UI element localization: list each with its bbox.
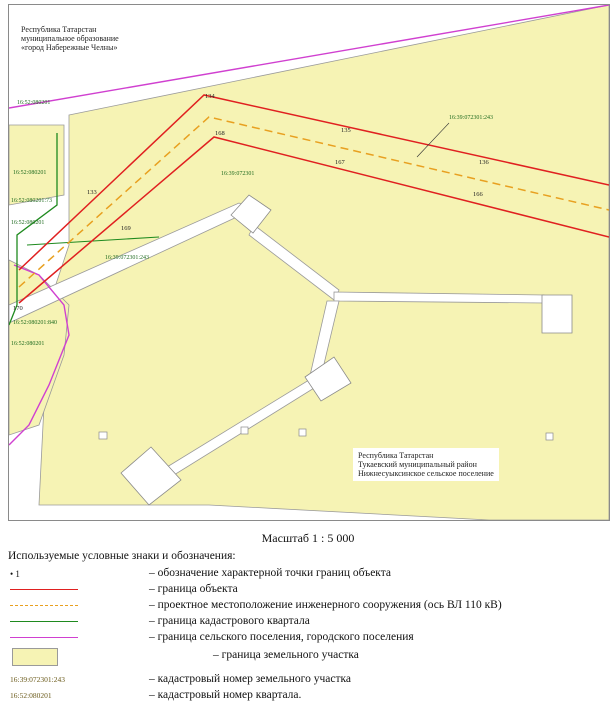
legend-text: – обозначение характерной точки границ объекта: [149, 567, 392, 579]
map-scale: Масштаб 1 : 5 000: [261, 531, 355, 545]
map-drawing: [9, 5, 609, 520]
point-label: 167: [335, 159, 345, 166]
legend-point-symbol: • 1: [10, 569, 20, 579]
point-label: 135: [341, 127, 351, 134]
region-right-line-3: Нижнесуыксинское сельское поселение: [358, 469, 494, 479]
legend-parcel-number-sample: 16:39:072301:243: [10, 675, 66, 684]
legend-orange-dashed-line: [10, 605, 78, 606]
legend-row-power-line: [8, 599, 608, 614]
region-right-line-1: Республика Татарстан: [358, 451, 434, 460]
legend-text: – граница сельского поселения, городского поселения: [149, 631, 414, 643]
cadastral-label: 16:52:080201:840: [13, 320, 58, 326]
cadastral-label: 16:52:080201: [13, 170, 47, 176]
legend-text: – граница объекта: [149, 583, 238, 595]
cadastral-label: 16:39:072301: [221, 171, 255, 177]
legend-quarter-number-sample: 16:52:080201: [10, 691, 52, 700]
region-label-right: [353, 448, 499, 481]
legend-row-parcel: [8, 648, 608, 668]
legend-text: – кадастровый номер земельного участка: [149, 673, 352, 685]
legend-magenta-line: [10, 637, 78, 638]
region-left-line-3: «город Набережные Челны»: [21, 43, 118, 53]
region-label-left: [21, 25, 119, 53]
point-label: 136: [479, 159, 489, 166]
parcel-west-upper: [9, 125, 64, 205]
region-left-line-2: муниципальное образование: [21, 34, 119, 44]
region-left-line-1: Республика Татарстан: [21, 25, 97, 34]
legend-text: – проектное местоположение инженерного сооружения (ось ВЛ 110 кВ): [149, 599, 502, 611]
cadastral-label: 16:52:080201: [17, 100, 51, 106]
small-building-2: [241, 427, 248, 434]
cadastral-label: 16:39:072301:243: [449, 115, 494, 121]
point-label: 134: [205, 93, 215, 100]
building-2: [542, 295, 572, 333]
cadastral-label: 16:52:080201: [11, 220, 45, 226]
small-building-4: [546, 433, 553, 440]
legend-text: – граница кадастрового квартала: [149, 615, 310, 627]
point-label: 169: [121, 225, 131, 232]
legend-text: – граница земельного участка: [213, 649, 359, 661]
legend-row-point: [8, 567, 608, 582]
point-label: 170: [13, 305, 23, 312]
cadastral-label: 16:52:080201: [11, 341, 45, 347]
legend-row-quarter-boundary: [8, 615, 608, 630]
legend-row-object-boundary: [8, 583, 608, 598]
cadastral-label: 16:52:080201:73: [11, 198, 53, 204]
legend-green-line: [10, 621, 78, 622]
legend-row-settlement-boundary: [8, 631, 608, 646]
legend-text: – кадастровый номер квартала.: [149, 689, 302, 701]
legend-parcel-swatch: [12, 648, 58, 666]
point-label: 166: [473, 191, 483, 198]
legend-title: Используемые условные знаки и обозначения:: [8, 550, 236, 562]
small-building-3: [299, 429, 306, 436]
region-right-line-2: Тукаевский муниципальный район: [358, 460, 477, 470]
point-label: 133: [87, 189, 97, 196]
point-label: 168: [215, 130, 225, 137]
small-building-1: [99, 432, 107, 439]
legend-row-parcel-number: [8, 673, 608, 688]
legend-red-line: [10, 589, 78, 590]
legend-row-quarter-number: [8, 689, 608, 704]
cadastral-label: 16:39:072301:243: [105, 255, 150, 261]
cadastral-map: [8, 4, 610, 521]
